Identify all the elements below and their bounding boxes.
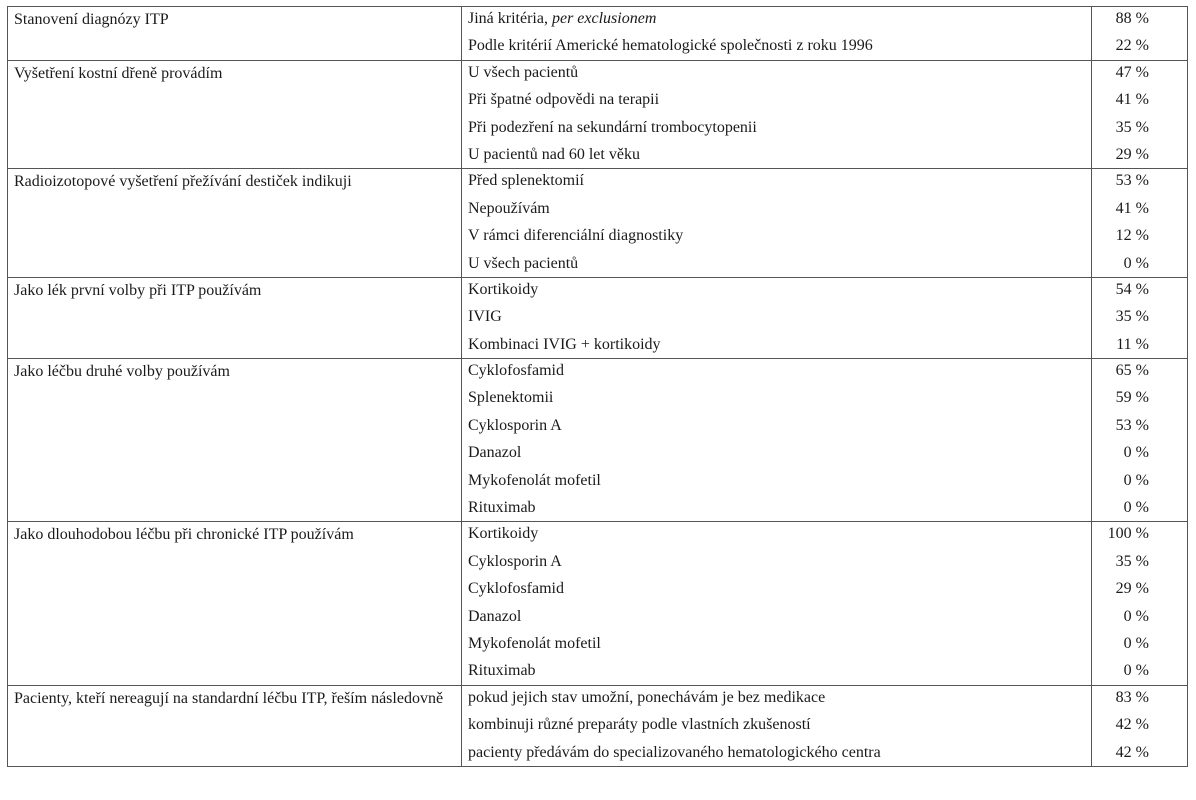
answer-option: [462, 331, 1091, 358]
answer-text: Mykofenolát mofetil: [468, 634, 601, 652]
percent-value: 53 %: [1115, 416, 1149, 434]
percent-value: 47 %: [1115, 63, 1149, 81]
percent-cell: [1092, 277, 1188, 358]
answer-text: Mykofenolát mofetil: [468, 471, 601, 489]
percent-value: 0 %: [1123, 444, 1149, 462]
question-text: Radioizotopové vyšetření přežívání destiček indikuji: [14, 173, 352, 191]
percent-value: 12 %: [1115, 227, 1149, 245]
percent-value: 35 %: [1115, 552, 1149, 570]
answer-option: [462, 167, 1091, 194]
percent-value: 0 %: [1123, 634, 1149, 652]
answer-text: Při podezření na sekundární trombocytopenii: [468, 118, 757, 136]
question-cell: [8, 522, 462, 685]
percent-value: 83 %: [1115, 688, 1149, 706]
answer-text: pacienty předávám do specializovaného hematologického centra: [468, 743, 881, 761]
table-row: [8, 169, 1188, 278]
answer-text: Jiná kritéria,: [468, 10, 552, 27]
survey-table-page: [7, 6, 1187, 767]
table-row: [8, 685, 1188, 766]
table-row: [8, 359, 1188, 522]
question-text: Jako lék první volby při ITP používám: [14, 281, 262, 299]
question-text: Vyšetření kostní dřeně provádím: [14, 64, 223, 82]
answer-text: Kortikoidy: [468, 280, 539, 298]
answer-text: Danazol: [468, 607, 522, 625]
table-row: [8, 522, 1188, 685]
question-text: Pacienty, kteří nereagují na standardní léčbu ITP, řeším následovně: [14, 689, 444, 707]
answer-option: [462, 114, 1091, 141]
answer-option: [462, 86, 1091, 113]
answers-cell: [462, 522, 1092, 685]
answer-text: Kortikoidy: [468, 525, 539, 543]
table-body: [8, 7, 1188, 767]
percent-value: 0 %: [1123, 499, 1149, 517]
percent-value: 100 %: [1107, 525, 1149, 543]
answer-text: V rámci diferenciální diagnostiky: [468, 227, 684, 245]
answer-text: Cyklofosfamid: [468, 362, 564, 380]
question-cell: [8, 60, 462, 169]
survey-results-table: [7, 6, 1188, 767]
percent-value: 29 %: [1115, 145, 1149, 163]
answer-option: [462, 548, 1091, 575]
percent-cell: [1092, 60, 1188, 169]
answer-text: Cyklosporin A: [468, 416, 562, 434]
answer-text-italic: per exclusionem: [551, 10, 657, 27]
percent-value: 0 %: [1123, 471, 1149, 489]
answer-option: [462, 303, 1091, 330]
answer-option: [462, 32, 1091, 59]
question-text: Jako léčbu druhé volby používám: [14, 363, 230, 381]
percent-value: 54 %: [1115, 280, 1149, 298]
percent-value: 35 %: [1115, 118, 1149, 136]
answer-option: [462, 711, 1091, 738]
answer-option: [462, 439, 1091, 466]
question-text: Jako dlouhodobou léčbu při chronické ITP používám: [14, 526, 354, 544]
percent-value: 29 %: [1115, 580, 1149, 598]
answer-option: [462, 5, 1091, 32]
percent-value: 53 %: [1115, 172, 1149, 190]
answer-option: [462, 384, 1091, 411]
answer-option: [462, 195, 1091, 222]
table-row: [8, 277, 1188, 358]
percent-value: 41 %: [1115, 91, 1149, 109]
question-cell: [8, 277, 462, 358]
percent-cell: [1092, 522, 1188, 685]
answers-cell: [462, 7, 1092, 61]
percent-cell: [1092, 7, 1188, 61]
answer-text: Cyklofosfamid: [468, 580, 564, 598]
question-cell: [8, 685, 462, 766]
answer-option: [462, 603, 1091, 630]
percent-value: 88 %: [1115, 10, 1149, 27]
percent-value: 59 %: [1115, 389, 1149, 407]
answer-option: [462, 357, 1091, 384]
answer-option: [462, 59, 1091, 86]
answer-text: kombinuji různé preparáty podle vlastních zkušeností: [468, 716, 811, 734]
percent-value: 42 %: [1115, 743, 1149, 761]
answer-option: [462, 276, 1091, 303]
answer-text: U všech pacientů: [468, 63, 579, 81]
table-row: [8, 60, 1188, 169]
answer-text: Rituximab: [468, 662, 536, 680]
question-cell: [8, 7, 462, 61]
percent-value: 35 %: [1115, 308, 1149, 326]
answer-option: [462, 684, 1091, 711]
answer-option: [462, 494, 1091, 521]
answer-option: [462, 250, 1091, 277]
answer-text: U pacientů nad 60 let věku: [468, 145, 640, 163]
answer-option: [462, 467, 1091, 494]
answer-option: [462, 657, 1091, 684]
answer-text: IVIG: [468, 308, 502, 326]
answer-text: pokud jejich stav umožní, ponechávám je bez medikace: [468, 688, 826, 706]
answer-option: [462, 412, 1091, 439]
answer-option: [462, 141, 1091, 168]
answer-option: [462, 222, 1091, 249]
percent-cell: [1092, 685, 1188, 766]
answer-text: U všech pacientů: [468, 254, 579, 272]
answer-text: Danazol: [468, 444, 522, 462]
answers-cell: [462, 359, 1092, 522]
answers-cell: [462, 277, 1092, 358]
question-cell: [8, 359, 462, 522]
answer-option: [462, 630, 1091, 657]
answer-text: Rituximab: [468, 499, 536, 517]
percent-value: 0 %: [1123, 662, 1149, 680]
answers-cell: [462, 685, 1092, 766]
answers-cell: [462, 169, 1092, 278]
table-row: [8, 7, 1188, 61]
percent-value: 22 %: [1115, 37, 1149, 55]
answer-text: Při špatné odpovědi na terapii: [468, 91, 660, 109]
question-text: Stanovení diagnózy ITP: [14, 11, 169, 28]
percent-value: 65 %: [1115, 362, 1149, 380]
percent-value: 11 %: [1116, 335, 1149, 353]
answers-cell: [462, 60, 1092, 169]
answer-option: [462, 739, 1091, 766]
answer-text: Splenektomii: [468, 389, 554, 407]
percent-value: 0 %: [1123, 607, 1149, 625]
percent-cell: [1092, 359, 1188, 522]
answer-text: Kombinaci IVIG + kortikoidy: [468, 335, 661, 353]
answer-option: [462, 520, 1091, 547]
percent-value: 0 %: [1123, 254, 1149, 272]
answer-text: Před splenektomií: [468, 172, 584, 190]
percent-value: 41 %: [1115, 199, 1149, 217]
answer-text: Podle kritérií Americké hematologické společnosti z roku 1996: [468, 37, 873, 55]
question-cell: [8, 169, 462, 278]
percent-cell: [1092, 169, 1188, 278]
percent-value: 42 %: [1115, 716, 1149, 734]
answer-option: [462, 575, 1091, 602]
answer-text: Cyklosporin A: [468, 552, 562, 570]
answer-text: Nepoužívám: [468, 199, 550, 217]
